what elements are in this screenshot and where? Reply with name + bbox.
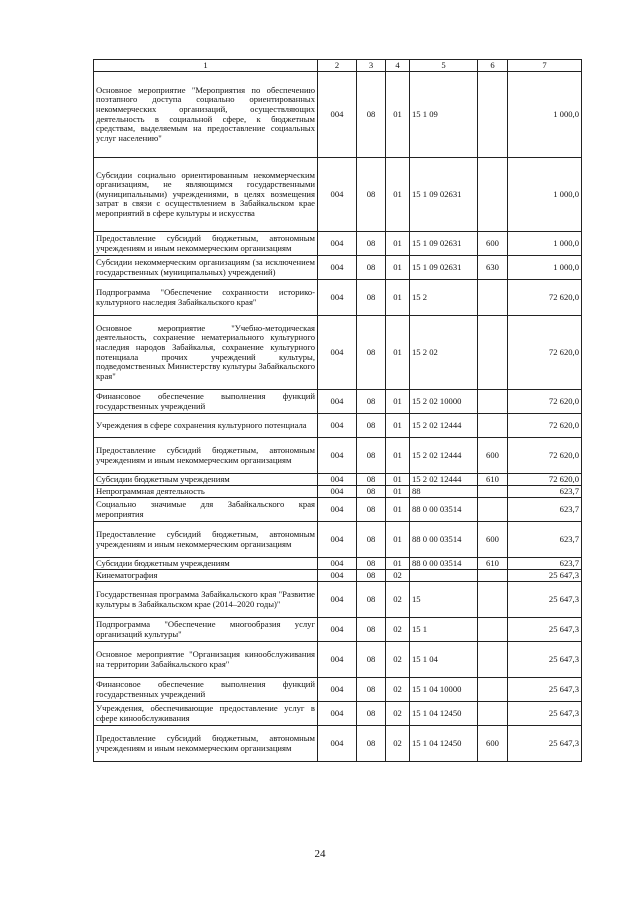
row-name: Подпрограмма "Обеспечение сохранности историко-культурного наследия Забайкальского края" bbox=[94, 280, 318, 316]
row-section-code: 08 bbox=[357, 642, 386, 678]
header-col-1: 1 bbox=[94, 60, 318, 72]
row-name: Субсидии некоммерческим организациям (за исключением государственных (муниципальных) учреждений) bbox=[94, 256, 318, 280]
row-section-code: 08 bbox=[357, 558, 386, 570]
row-target-article: 15 2 02 12444 bbox=[410, 474, 478, 486]
row-expense-type: 600 bbox=[478, 232, 508, 256]
row-ministry-code: 004 bbox=[318, 474, 357, 486]
row-amount: 623,7 bbox=[508, 522, 582, 558]
row-ministry-code: 004 bbox=[318, 558, 357, 570]
row-target-article: 15 1 04 bbox=[410, 642, 478, 678]
row-expense-type: 630 bbox=[478, 256, 508, 280]
row-subsection-code: 01 bbox=[386, 414, 410, 438]
row-amount: 623,7 bbox=[508, 498, 582, 522]
row-name: Предоставление субсидий бюджетным, автономным учреждениям и иным некоммерческим организациям bbox=[94, 232, 318, 256]
row-section-code: 08 bbox=[357, 256, 386, 280]
row-name: Основное мероприятие "Организация кинообслуживания на территории Забайкальского края" bbox=[94, 642, 318, 678]
row-expense-type bbox=[478, 618, 508, 642]
row-ministry-code: 004 bbox=[318, 414, 357, 438]
row-section-code: 08 bbox=[357, 474, 386, 486]
row-target-article: 88 0 00 03514 bbox=[410, 498, 478, 522]
row-subsection-code: 01 bbox=[386, 280, 410, 316]
row-amount: 1 000,0 bbox=[508, 72, 582, 158]
row-subsection-code: 02 bbox=[386, 726, 410, 762]
row-section-code: 08 bbox=[357, 232, 386, 256]
row-ministry-code: 004 bbox=[318, 726, 357, 762]
table-row bbox=[94, 582, 582, 618]
row-expense-type: 600 bbox=[478, 726, 508, 762]
row-section-code: 08 bbox=[357, 414, 386, 438]
row-name: Предоставление субсидий бюджетным, автономным учреждениям и иным некоммерческим организациям bbox=[94, 522, 318, 558]
row-amount: 25 647,3 bbox=[508, 726, 582, 762]
row-name: Предоставление субсидий бюджетным, автономным учреждениям и иным некоммерческим организациям bbox=[94, 726, 318, 762]
row-amount: 25 647,3 bbox=[508, 582, 582, 618]
row-section-code: 08 bbox=[357, 316, 386, 390]
row-expense-type bbox=[478, 72, 508, 158]
row-section-code: 08 bbox=[357, 486, 386, 498]
table-row bbox=[94, 414, 582, 438]
row-expense-type: 610 bbox=[478, 558, 508, 570]
table-row bbox=[94, 438, 582, 474]
row-name: Субсидии социально ориентированным некоммерческим организациям, не являющимся государственными (муниципальными) учреждениями, в целях возмещения затрат в связи с осуществлением в Забайкальском крае мероприятий в сфере культуры и искусства bbox=[94, 158, 318, 232]
row-ministry-code: 004 bbox=[318, 642, 357, 678]
row-section-code: 08 bbox=[357, 390, 386, 414]
row-name: Финансовое обеспечение выполнения функций государственных учреждений bbox=[94, 390, 318, 414]
row-subsection-code: 01 bbox=[386, 72, 410, 158]
row-expense-type bbox=[478, 570, 508, 582]
row-amount: 623,7 bbox=[508, 486, 582, 498]
row-section-code: 08 bbox=[357, 522, 386, 558]
table-row bbox=[94, 570, 582, 582]
row-ministry-code: 004 bbox=[318, 582, 357, 618]
header-col-5: 5 bbox=[410, 60, 478, 72]
row-expense-type bbox=[478, 678, 508, 702]
row-amount: 72 620,0 bbox=[508, 474, 582, 486]
row-subsection-code: 01 bbox=[386, 438, 410, 474]
row-amount: 25 647,3 bbox=[508, 678, 582, 702]
row-expense-type bbox=[478, 316, 508, 390]
header-col-2: 2 bbox=[318, 60, 357, 72]
table-row bbox=[94, 256, 582, 280]
row-name: Непрограммная деятельность bbox=[94, 486, 318, 498]
row-subsection-code: 01 bbox=[386, 486, 410, 498]
row-amount: 1 000,0 bbox=[508, 158, 582, 232]
row-section-code: 08 bbox=[357, 498, 386, 522]
row-target-article: 15 1 09 02631 bbox=[410, 256, 478, 280]
row-target-article: 15 1 09 02631 bbox=[410, 232, 478, 256]
table-row bbox=[94, 642, 582, 678]
row-expense-type bbox=[478, 390, 508, 414]
row-name: Государственная программа Забайкальского края "Развитие культуры в Забайкальском крае (2014–2020 годы)" bbox=[94, 582, 318, 618]
row-subsection-code: 02 bbox=[386, 678, 410, 702]
row-expense-type bbox=[478, 582, 508, 618]
table-row bbox=[94, 280, 582, 316]
row-ministry-code: 004 bbox=[318, 256, 357, 280]
row-target-article: 88 bbox=[410, 486, 478, 498]
row-section-code: 08 bbox=[357, 726, 386, 762]
row-name: Социально значимые для Забайкальского края мероприятия bbox=[94, 498, 318, 522]
row-ministry-code: 004 bbox=[318, 702, 357, 726]
table-row bbox=[94, 474, 582, 486]
row-name: Учреждения в сфере сохранения культурного потенциала bbox=[94, 414, 318, 438]
row-subsection-code: 01 bbox=[386, 316, 410, 390]
row-ministry-code: 004 bbox=[318, 618, 357, 642]
row-subsection-code: 01 bbox=[386, 256, 410, 280]
header-col-7: 7 bbox=[508, 60, 582, 72]
row-name: Финансовое обеспечение выполнения функций государственных учреждений bbox=[94, 678, 318, 702]
row-ministry-code: 004 bbox=[318, 158, 357, 232]
row-expense-type: 600 bbox=[478, 522, 508, 558]
row-ministry-code: 004 bbox=[318, 390, 357, 414]
page-number: 24 bbox=[314, 848, 326, 860]
row-ministry-code: 004 bbox=[318, 438, 357, 474]
row-subsection-code: 01 bbox=[386, 232, 410, 256]
table-row bbox=[94, 618, 582, 642]
row-amount: 25 647,3 bbox=[508, 618, 582, 642]
header-col-4: 4 bbox=[386, 60, 410, 72]
table-body bbox=[94, 72, 582, 762]
row-ministry-code: 004 bbox=[318, 522, 357, 558]
row-subsection-code: 01 bbox=[386, 390, 410, 414]
row-expense-type bbox=[478, 702, 508, 726]
row-amount: 1 000,0 bbox=[508, 232, 582, 256]
row-expense-type bbox=[478, 486, 508, 498]
row-subsection-code: 02 bbox=[386, 582, 410, 618]
row-subsection-code: 01 bbox=[386, 474, 410, 486]
row-subsection-code: 02 bbox=[386, 618, 410, 642]
row-ministry-code: 004 bbox=[318, 498, 357, 522]
table-row bbox=[94, 498, 582, 522]
row-ministry-code: 004 bbox=[318, 486, 357, 498]
row-section-code: 08 bbox=[357, 438, 386, 474]
row-name: Учреждения, обеспечивающие предоставление услуг в сфере кинообслуживания bbox=[94, 702, 318, 726]
row-name: Основное мероприятие "Учебно-методическая деятельность, сохранение нематериального культурного наследия народов Забайкалья, сохранение культурного потенциала прочих учреждений культуры, подведомственных Министерству культуры Забайкальского края" bbox=[94, 316, 318, 390]
row-amount: 25 647,3 bbox=[508, 702, 582, 726]
row-section-code: 08 bbox=[357, 618, 386, 642]
table-row bbox=[94, 232, 582, 256]
row-target-article: 15 2 02 12444 bbox=[410, 438, 478, 474]
row-expense-type bbox=[478, 158, 508, 232]
row-target-article: 15 1 04 12450 bbox=[410, 726, 478, 762]
table-row bbox=[94, 390, 582, 414]
row-target-article: 88 0 00 03514 bbox=[410, 558, 478, 570]
table-row bbox=[94, 702, 582, 726]
budget-table bbox=[93, 59, 582, 762]
row-amount: 25 647,3 bbox=[508, 642, 582, 678]
row-expense-type: 610 bbox=[478, 474, 508, 486]
row-name: Субсидии бюджетным учреждениям bbox=[94, 474, 318, 486]
table-row bbox=[94, 158, 582, 232]
row-target-article bbox=[410, 570, 478, 582]
row-section-code: 08 bbox=[357, 582, 386, 618]
row-amount: 72 620,0 bbox=[508, 414, 582, 438]
row-target-article: 15 1 04 12450 bbox=[410, 702, 478, 726]
row-target-article: 15 1 04 10000 bbox=[410, 678, 478, 702]
row-name: Подпрограмма "Обеспечение многообразия услуг организаций культуры" bbox=[94, 618, 318, 642]
row-amount: 72 620,0 bbox=[508, 280, 582, 316]
row-subsection-code: 01 bbox=[386, 158, 410, 232]
row-subsection-code: 01 bbox=[386, 522, 410, 558]
row-amount: 72 620,0 bbox=[508, 390, 582, 414]
row-target-article: 15 2 02 12444 bbox=[410, 414, 478, 438]
row-ministry-code: 004 bbox=[318, 280, 357, 316]
row-section-code: 08 bbox=[357, 280, 386, 316]
row-amount: 623,7 bbox=[508, 558, 582, 570]
row-ministry-code: 004 bbox=[318, 232, 357, 256]
row-target-article: 15 2 02 bbox=[410, 316, 478, 390]
table-row bbox=[94, 72, 582, 158]
row-name: Субсидии бюджетным учреждениям bbox=[94, 558, 318, 570]
row-expense-type bbox=[478, 414, 508, 438]
row-subsection-code: 01 bbox=[386, 558, 410, 570]
table-row bbox=[94, 726, 582, 762]
row-subsection-code: 02 bbox=[386, 570, 410, 582]
table-row bbox=[94, 522, 582, 558]
row-target-article: 88 0 00 03514 bbox=[410, 522, 478, 558]
row-amount: 25 647,3 bbox=[508, 570, 582, 582]
row-ministry-code: 004 bbox=[318, 678, 357, 702]
row-expense-type bbox=[478, 280, 508, 316]
row-subsection-code: 02 bbox=[386, 642, 410, 678]
header-col-3: 3 bbox=[357, 60, 386, 72]
table-row bbox=[94, 678, 582, 702]
row-expense-type: 600 bbox=[478, 438, 508, 474]
row-amount: 1 000,0 bbox=[508, 256, 582, 280]
row-expense-type bbox=[478, 498, 508, 522]
row-section-code: 08 bbox=[357, 702, 386, 726]
row-expense-type bbox=[478, 642, 508, 678]
row-ministry-code: 004 bbox=[318, 72, 357, 158]
row-target-article: 15 1 09 02631 bbox=[410, 158, 478, 232]
row-target-article: 15 2 bbox=[410, 280, 478, 316]
row-section-code: 08 bbox=[357, 158, 386, 232]
header-col-6: 6 bbox=[478, 60, 508, 72]
row-subsection-code: 02 bbox=[386, 702, 410, 726]
row-ministry-code: 004 bbox=[318, 316, 357, 390]
row-name: Предоставление субсидий бюджетным, автономным учреждениям и иным некоммерческим организациям bbox=[94, 438, 318, 474]
row-target-article: 15 2 02 10000 bbox=[410, 390, 478, 414]
row-target-article: 15 1 09 bbox=[410, 72, 478, 158]
row-target-article: 15 1 bbox=[410, 618, 478, 642]
row-section-code: 08 bbox=[357, 72, 386, 158]
row-name: Основное мероприятие "Мероприятия по обеспечению поэтапного доступа социально ориентированных некоммерческих организаций, осуществляющих деятельность в социальной сфере, к бюджетным средствам, выделяемым на предоставление социальных услуг населению" bbox=[94, 72, 318, 158]
row-amount: 72 620,0 bbox=[508, 316, 582, 390]
table-row bbox=[94, 316, 582, 390]
row-amount: 72 620,0 bbox=[508, 438, 582, 474]
table-row bbox=[94, 558, 582, 570]
row-target-article: 15 bbox=[410, 582, 478, 618]
row-subsection-code: 01 bbox=[386, 498, 410, 522]
table-header-row bbox=[94, 60, 582, 72]
row-ministry-code: 004 bbox=[318, 570, 357, 582]
row-section-code: 08 bbox=[357, 678, 386, 702]
table-row bbox=[94, 486, 582, 498]
row-name: Кинематография bbox=[94, 570, 318, 582]
row-section-code: 08 bbox=[357, 570, 386, 582]
